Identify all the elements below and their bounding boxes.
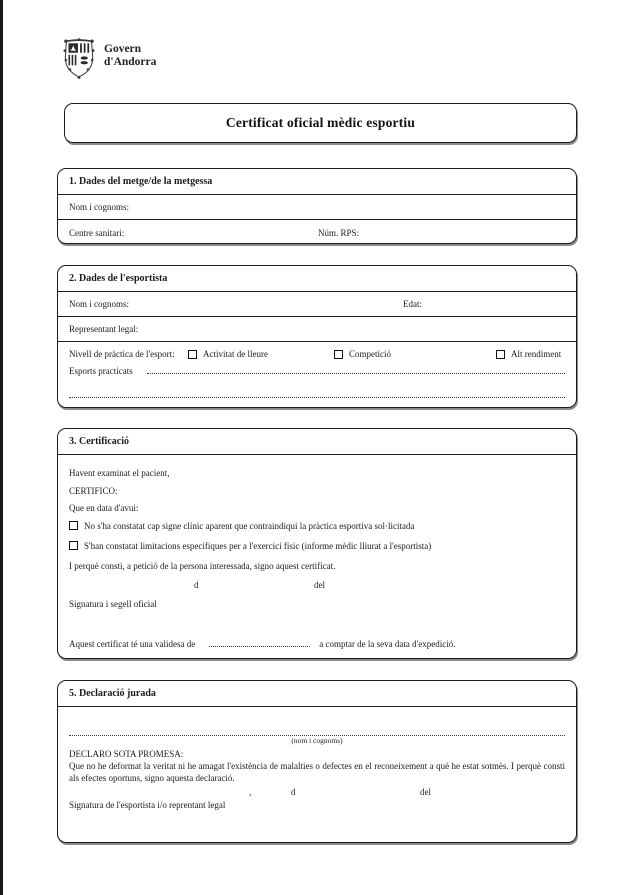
date-comma: , (249, 786, 252, 797)
doctor-name-row (58, 195, 576, 220)
sports-practiced-row (58, 366, 576, 384)
high-performance-label: Alt rendiment (511, 349, 562, 359)
age-label: Edat: (403, 299, 422, 309)
practice-level-label: Nivell de pràctica de l'esport: (69, 349, 175, 359)
section-sworn-declaration (57, 680, 577, 843)
date-del-label: del (314, 579, 325, 590)
competition-checkbox[interactable] (334, 350, 343, 359)
certification-date-line (69, 580, 565, 592)
andorra-coat-of-arms-icon (62, 37, 96, 79)
declaration-date-line (58, 787, 576, 799)
section3-heading: 3. Certificació (58, 429, 576, 455)
sports-fill-line-2 (69, 390, 565, 398)
specific-limitations-label: S'han constatat limitacions específiques per a l'exercici físic (informe mèdic lliurat a l'esportista) (84, 540, 432, 551)
legal-representative-label: Representant legal: (69, 324, 139, 334)
logo-line-1: Govern (104, 43, 142, 55)
date-d-label: d (291, 786, 296, 797)
header (62, 37, 156, 79)
level-option-competition (334, 349, 391, 359)
sports-practiced-label: Esports practicats (69, 366, 133, 376)
health-center-row (58, 220, 576, 245)
validity-fill-line (209, 639, 310, 647)
certification-option-2 (69, 541, 565, 552)
doctor-name-label: Nom i cognoms: (69, 202, 129, 212)
section5-heading: 5. Declaració jurada (58, 681, 576, 707)
certification-body (58, 455, 576, 649)
no-contraindication-checkbox[interactable] (69, 521, 78, 530)
section2-heading: 2. Dades de l'esportista (58, 266, 576, 292)
high-performance-checkbox[interactable] (496, 350, 505, 359)
sports-fill-line-2-row (58, 384, 576, 402)
validity-prefix: Aquest certificat té una validesa de (69, 638, 196, 649)
logo-text (104, 37, 156, 69)
declaration-title: DECLARO SOTA PROMESA: (69, 748, 184, 759)
specific-limitations-checkbox[interactable] (69, 541, 78, 550)
scan-edge (0, 0, 3, 895)
date-d-label: d (194, 579, 199, 590)
athlete-name-label: Nom i cognoms: (69, 299, 129, 309)
section-certification (57, 428, 577, 659)
certification-closing: I perquè consti, a petició de la persona interessada, signo aquest certificat. (69, 560, 336, 571)
declarant-name-line (58, 728, 576, 736)
level-option-high-performance (496, 349, 561, 359)
section1-heading: 1. Dades del metge/de la metgessa (58, 169, 576, 195)
page-title: Certificat oficial mèdic esportiu (225, 115, 416, 130)
certification-option-1 (69, 521, 565, 532)
certification-intro-2: CERTIFICO: (69, 485, 118, 496)
competition-label: Competició (349, 349, 391, 359)
practice-level-row (58, 342, 576, 366)
legal-representative-row (58, 317, 576, 342)
health-center-label: Centre sanitari: (69, 227, 125, 238)
level-option-leisure (188, 349, 268, 359)
athlete-signature-label: Signatura de l'esportista i/o reprentant legal (69, 799, 226, 810)
section-doctor-data (57, 168, 577, 244)
athlete-name-row (58, 292, 576, 317)
no-contraindication-label: No s'ha constatat cap signe clínic aparent que contraindiqui la pràctica esportiva sol·licitada (84, 520, 415, 531)
validity-line (69, 639, 565, 649)
declarant-name-caption: (nom i cognoms) (291, 735, 343, 745)
leisure-label: Activitat de lleure (203, 349, 268, 359)
official-signature-label: Signatura i segell oficial (69, 598, 157, 609)
leisure-checkbox[interactable] (188, 350, 197, 359)
validity-suffix: a comptar de la seva data d'expedició. (319, 638, 456, 649)
sports-fill-line (147, 366, 565, 374)
date-del-label: del (420, 786, 431, 797)
declaration-text: Que no he deformat la veritat ni he amagat l'existència de malalties o defectes en el reconeixement a què he estat sotmès. I perquè consti als efectes oportuns, signo aquesta declaració. (69, 760, 565, 784)
declarant-name-fill-line (69, 728, 565, 736)
rps-number-label: Núm. RPS: (318, 227, 360, 238)
document-title-box (64, 103, 577, 143)
section-athlete-data (57, 265, 577, 408)
certification-intro-3: Que en data d'avui: (69, 503, 139, 513)
logo-line-2: d'Andorra (104, 56, 157, 68)
certification-intro-1: Havent examinat el pacient, (69, 468, 170, 478)
